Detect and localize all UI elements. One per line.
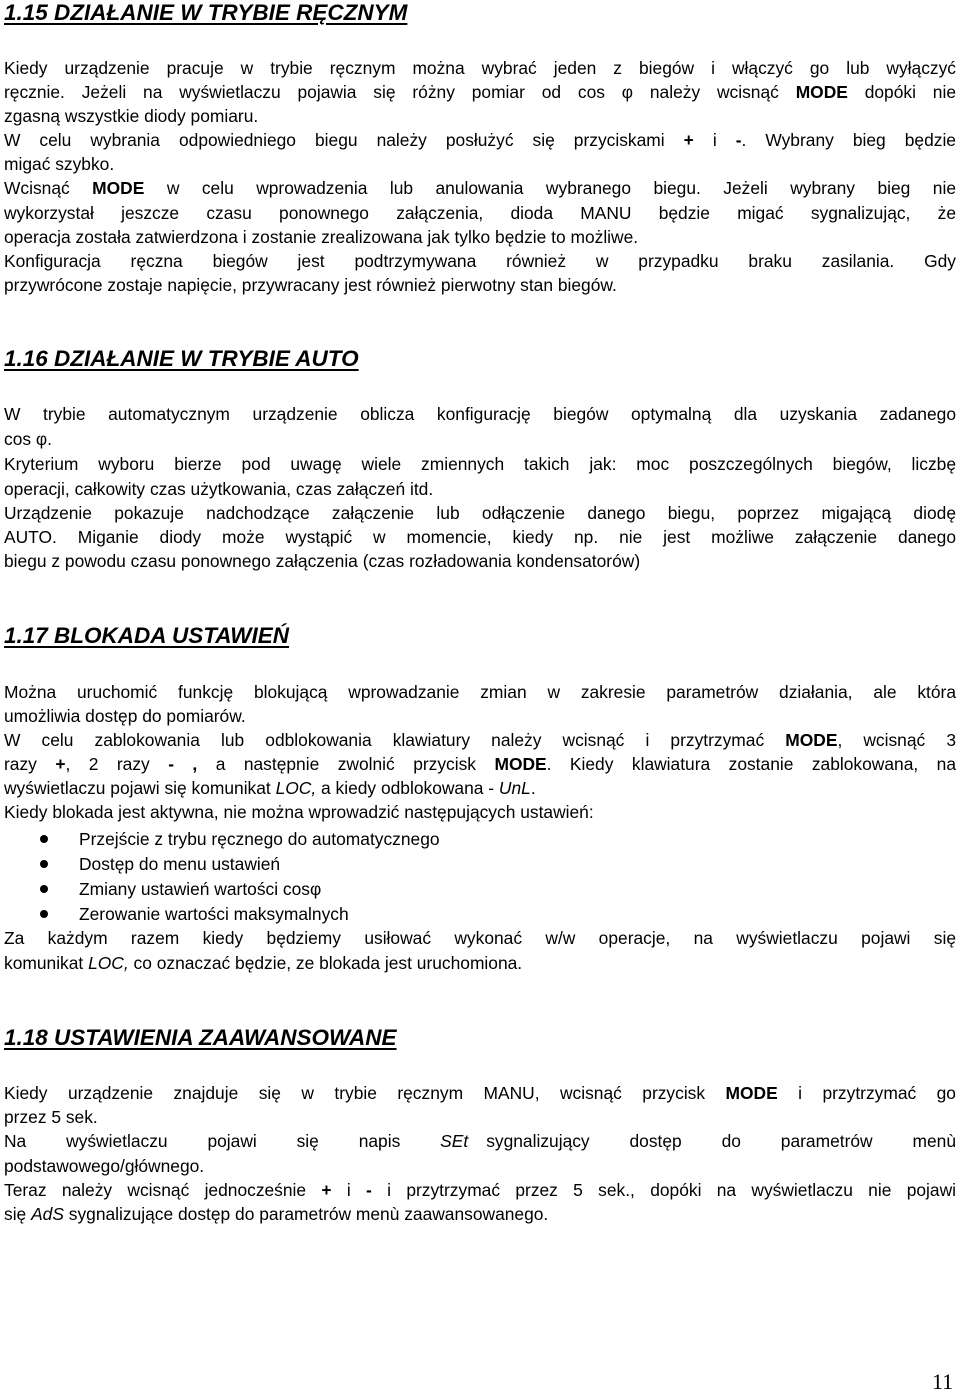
text-line: Kryterium wyboru bierze pod uwagę wiele zmiennych takich jak: moc poszczególnych biegów, liczbę (4, 454, 956, 474)
text-line: Kiedy blokada jest aktywna, nie można wprowadzić następujących ustawień: (4, 802, 594, 822)
text-line: W celu wybrania odpowiedniego biegu należy posłużyć się przyciskami + i -. Wybrany bieg będzie (4, 130, 956, 150)
text-line: W celu zablokowania lub odblokowania klawiatury należy wcisnąć i przytrzymać MODE, wcisnąć 3 (4, 730, 956, 750)
text-line: biegu z powodu czasu ponownego załączenia (czas rozładowania kondensatorów) (4, 551, 641, 571)
section-heading-1-15: 1.15 DZIAŁANIE W TRYBIE RĘCZNYM (4, 0, 408, 25)
text-line: przywrócone zostaje napięcie, przywracany jest również pierwotny stan biegów. (4, 275, 617, 295)
text-line: wykorzystał jeszcze czasu ponownego załączenia, dioda MANU będzie migać sygnalizując, że (4, 203, 956, 223)
text-line: Kiedy urządzenie pracuje w trybie ręcznym można wybrać jeden z biegów i włączyć go lub wyłączyć (4, 58, 956, 78)
text-line: się AdS sygnalizujące dostęp do parametrów menù zaawansowanego. (4, 1204, 549, 1224)
text-line: operacji, całkowity czas użytkowania, czas załączeń itd. (4, 479, 434, 499)
text-line: Kiedy urządzenie znajduje się w trybie ręcznym MANU, wcisnąć przycisk MODE i przytrzymać go (4, 1083, 956, 1103)
page-number: 11 (932, 1369, 954, 1394)
bullet-dot (40, 885, 48, 893)
text-line: umożliwia dostęp do pomiarów. (4, 706, 246, 726)
text-line: Na wyświetlaczu pojawi się napis SEt sygnalizujący dostęp do parametrów menù (4, 1131, 956, 1151)
text-line: Konfiguracja ręczna biegów jest podtrzymywana również w przypadku braku zasilania. Gdy (4, 251, 956, 271)
bullet-dot (40, 910, 48, 918)
text-line: ręcznie. Jeżeli na wyświetlaczu pojawia się różny pomiar od cos φ należy wcisnąć MODE dopóki nie (4, 82, 956, 102)
text-line: cos φ. (4, 429, 53, 449)
text-line: zgasną wszystkie diody pomiaru. (4, 106, 259, 126)
list-item: Zerowanie wartości maksymalnych (79, 904, 349, 924)
text-line: przez 5 sek. (4, 1107, 98, 1127)
bullet-dot (40, 860, 48, 868)
text-line: W trybie automatycznym urządzenie oblicza konfigurację biegów optymalną dla uzyskania zadanego (4, 404, 956, 424)
section-heading-1-17: 1.17 BLOKADA USTAWIEŃ (4, 623, 290, 648)
text-line: AUTO. Miganie diody może wystąpić w momencie, kiedy np. nie jest możliwe załączenie danego (4, 527, 956, 547)
text-line: Można uruchomić funkcję blokującą wprowadzanie zmian w zakresie parametrów działania, ale która (4, 682, 956, 702)
list-item: Zmiany ustawień wartości cosφ (79, 879, 322, 899)
bullet-dot (40, 835, 48, 843)
section-heading-1-18: 1.18 USTAWIENIA ZAAWANSOWANE (4, 1025, 397, 1050)
text-line: migać szybko. (4, 154, 115, 174)
text-line: razy +, 2 razy - , a następnie zwolnić przycisk MODE. Kiedy klawiatura zostanie zablokowana, na (4, 754, 956, 774)
list-item: Przejście z trybu ręcznego do automatycznego (79, 829, 440, 849)
text-line: operacja została zatwierdzona i zostanie zrealizowana jak tylko będzie to możliwe. (4, 227, 639, 247)
text-line: podstawowego/głównego. (4, 1156, 205, 1176)
text-line: komunikat LOC, co oznaczać będzie, ze blokada jest uruchomiona. (4, 953, 523, 973)
text-line: Urządzenie pokazuje nadchodzące załączenie lub odłączenie danego biegu, poprzez migającą diodę (4, 503, 956, 523)
section-heading-1-16: 1.16 DZIAŁANIE W TRYBIE AUTO (4, 346, 359, 371)
text-line: Za każdym razem kiedy będziemy usiłować wykonać w/w operacje, na wyświetlaczu pojawi się (4, 928, 956, 948)
text-line: Wcisnąć MODE w celu wprowadzenia lub anulowania wybranego biegu. Jeżeli wybrany bieg nie (4, 178, 956, 198)
text-line: wyświetlaczu pojawi się komunikat LOC, a kiedy odblokowana - UnL. (4, 778, 536, 798)
list-item: Dostęp do menu ustawień (79, 854, 281, 874)
text-line: Teraz należy wcisnąć jednocześnie + i - i przytrzymać przez 5 sek., dopóki na wyświetlaczu nie pojawi (4, 1180, 956, 1200)
